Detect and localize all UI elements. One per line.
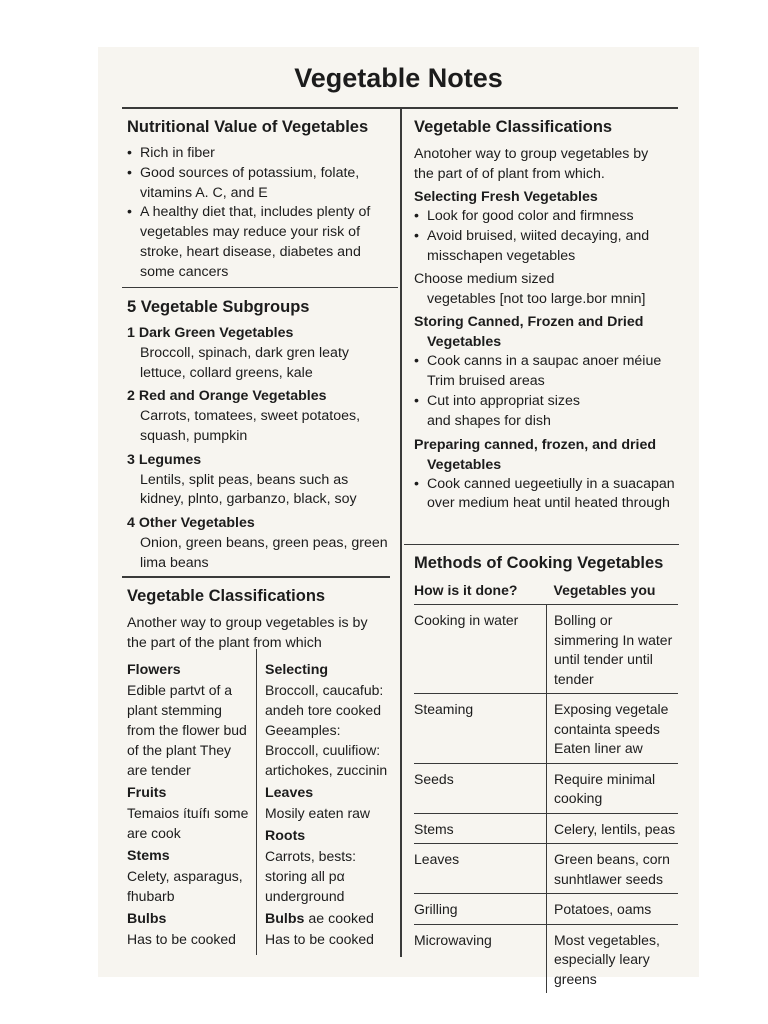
method-name: Grilling	[414, 894, 547, 925]
list-item: • Look for good color and firmness	[414, 207, 680, 227]
class-body: Mosily eaten raw	[265, 805, 371, 821]
preparing-heading-2: Vegetables	[427, 456, 502, 473]
table-row	[414, 894, 678, 925]
selecting-heading: Selecting Fresh Vegetables	[414, 189, 598, 205]
methods-heading: Methods of Cooking Vegetables	[414, 554, 664, 572]
class-head: Bulbs	[127, 911, 167, 927]
method-name: Cooking in water	[414, 605, 547, 694]
subgroup-item	[127, 387, 389, 446]
left-divider-2	[122, 576, 390, 578]
class-head: Stems	[127, 848, 170, 864]
table-row	[414, 763, 678, 813]
classification-grid	[127, 657, 389, 957]
classification-grid-col-2	[265, 657, 391, 949]
subgroup-head: 3 Legumes	[127, 451, 202, 468]
preparing-list	[414, 475, 680, 515]
class-body: Temaios ítuífı some are cook	[127, 805, 249, 841]
col-header: How is it done?	[414, 582, 518, 598]
subgroup-body: Lentils, split peas, beans such as kidney, plnto, garbanzo, black, soy	[140, 471, 357, 508]
list-item: • Avoid bruised, wiited decaying, and misschapen vegetables	[414, 227, 677, 267]
class-body: Has to be cooked	[265, 931, 374, 947]
table-row	[414, 924, 678, 993]
class-head: Flowers	[127, 662, 181, 678]
list-item: • Cook canns in a saupac anoer méiue Trim bruised areas	[414, 352, 679, 392]
table-row	[414, 605, 678, 694]
list-item: • Cook canned uegeetiully in a suacapan over medium heat until heated through	[414, 475, 689, 515]
page-title: Vegetable Notes	[294, 63, 503, 93]
classifications-right-section	[414, 117, 680, 514]
class-body: Celety, asparagus, fhubarb	[127, 868, 243, 904]
left-divider-1	[122, 287, 398, 288]
class-body: Broccoll, caucafub: andeh tore cooked Geeamples: Broccoll, cuulifiow: artichokes, zuccinin	[265, 682, 388, 778]
class-body: Carrots, bests: storing all pα underground	[265, 848, 357, 904]
class-head: Selecting	[265, 662, 329, 678]
method-name: Stems	[414, 813, 547, 844]
preparing-heading: Preparing canned, frozen, and dried	[414, 436, 657, 453]
list-item: • A healthy diet that, includes plenty of vegetables may reduce your risk of stroke, heart disease, diabetes and some cancers	[127, 203, 389, 282]
classifications-left-section	[127, 586, 389, 957]
table-header-row	[414, 580, 678, 605]
table-row	[414, 813, 678, 844]
classifications-right-heading: Vegetable Classifications	[414, 118, 613, 136]
right-divider-1	[404, 544, 679, 545]
class-head-text: Bulbs	[265, 911, 305, 927]
subgroup-body: Carrots, tomatees, sweet potatoes, squash, pumpkin	[140, 408, 361, 444]
table-row	[414, 844, 678, 894]
list-item: • Cut into appropriat sizes and shapes for dish	[414, 392, 597, 432]
subgroup-body: Broccoll, spinach, dark gren leaty lettuce, collard greens, kale	[140, 344, 349, 381]
subgroup-item	[127, 451, 389, 510]
method-detail: Require minimal cooking	[547, 763, 679, 813]
subgroups-heading: 5 Vegetable Subgroups	[127, 298, 310, 316]
col-header: Vegetables you	[553, 582, 656, 598]
class-body: Edible partvt of a plant stemming from the flower bud of the plant They are tender	[127, 682, 247, 778]
method-name: Seeds	[414, 763, 547, 813]
storing-heading: Storing Canned, Frozen and Dried	[414, 314, 644, 331]
column-divider	[400, 109, 402, 957]
table-row	[414, 694, 678, 764]
method-detail: Potatoes, oams	[547, 894, 679, 925]
subgroup-item	[127, 324, 389, 383]
method-detail: Exposing vegetale containta speeds Eaten liner aw	[547, 694, 679, 764]
nutrition-heading: Nutritional Value of Vegetables	[127, 118, 369, 136]
subgroup-head: 2 Red and Orange Vegetables	[127, 388, 327, 405]
selecting-list	[414, 207, 680, 266]
class-head: Roots	[265, 828, 306, 844]
method-detail: Green beans, corn sunhtlawer seeds	[547, 844, 679, 894]
subgroups-section	[127, 297, 389, 574]
methods-section	[414, 553, 680, 993]
storing-heading-2: Vegetables	[427, 334, 502, 351]
class-body: Has to be cooked	[127, 931, 236, 947]
classifications-right-intro: Anotoher way to group vegetables by the part of of plant from which.	[414, 146, 649, 182]
nutrition-section	[127, 117, 389, 283]
class-head	[265, 909, 391, 929]
notes-page	[98, 47, 699, 987]
methods-table	[414, 580, 678, 993]
subgroup-item	[127, 514, 389, 573]
list-item: • Rich in fiber	[127, 144, 389, 164]
subgroup-head: 4 Other Vegetables	[127, 515, 255, 532]
subgroup-head: 1 Dark Green Vegetables	[127, 325, 294, 341]
choose-line-2: vegetables [not too large.bor mnin]	[427, 291, 646, 308]
nutrition-list	[127, 144, 389, 283]
method-detail: Celery, lentils, peas	[547, 813, 679, 844]
method-detail: Bolling or simmering In water until tender until tender	[547, 605, 679, 694]
method-name: Steaming	[414, 694, 547, 764]
choose-line: Choose medium sized	[414, 271, 555, 288]
method-name: Leaves	[414, 844, 547, 894]
subgroup-body: Onion, green beans, green peas, green lima beans	[140, 534, 388, 571]
classifications-left-heading: Vegetable Classifications	[127, 587, 326, 605]
class-head: Fruits	[127, 785, 167, 801]
storing-list	[414, 352, 680, 431]
method-detail: Most vegetables, especially leary greens	[547, 924, 679, 993]
class-head: Leaves	[265, 785, 314, 801]
classification-grid-col-1	[127, 657, 249, 949]
class-head-note: ae cooked	[308, 911, 374, 927]
list-item: • Good sources of potassium, folate, vitamins A. C, and E	[127, 164, 389, 204]
classifications-left-intro: Another way to group vegetables is by the part of the plant from which	[127, 615, 368, 651]
method-name: Microwaving	[414, 924, 547, 993]
